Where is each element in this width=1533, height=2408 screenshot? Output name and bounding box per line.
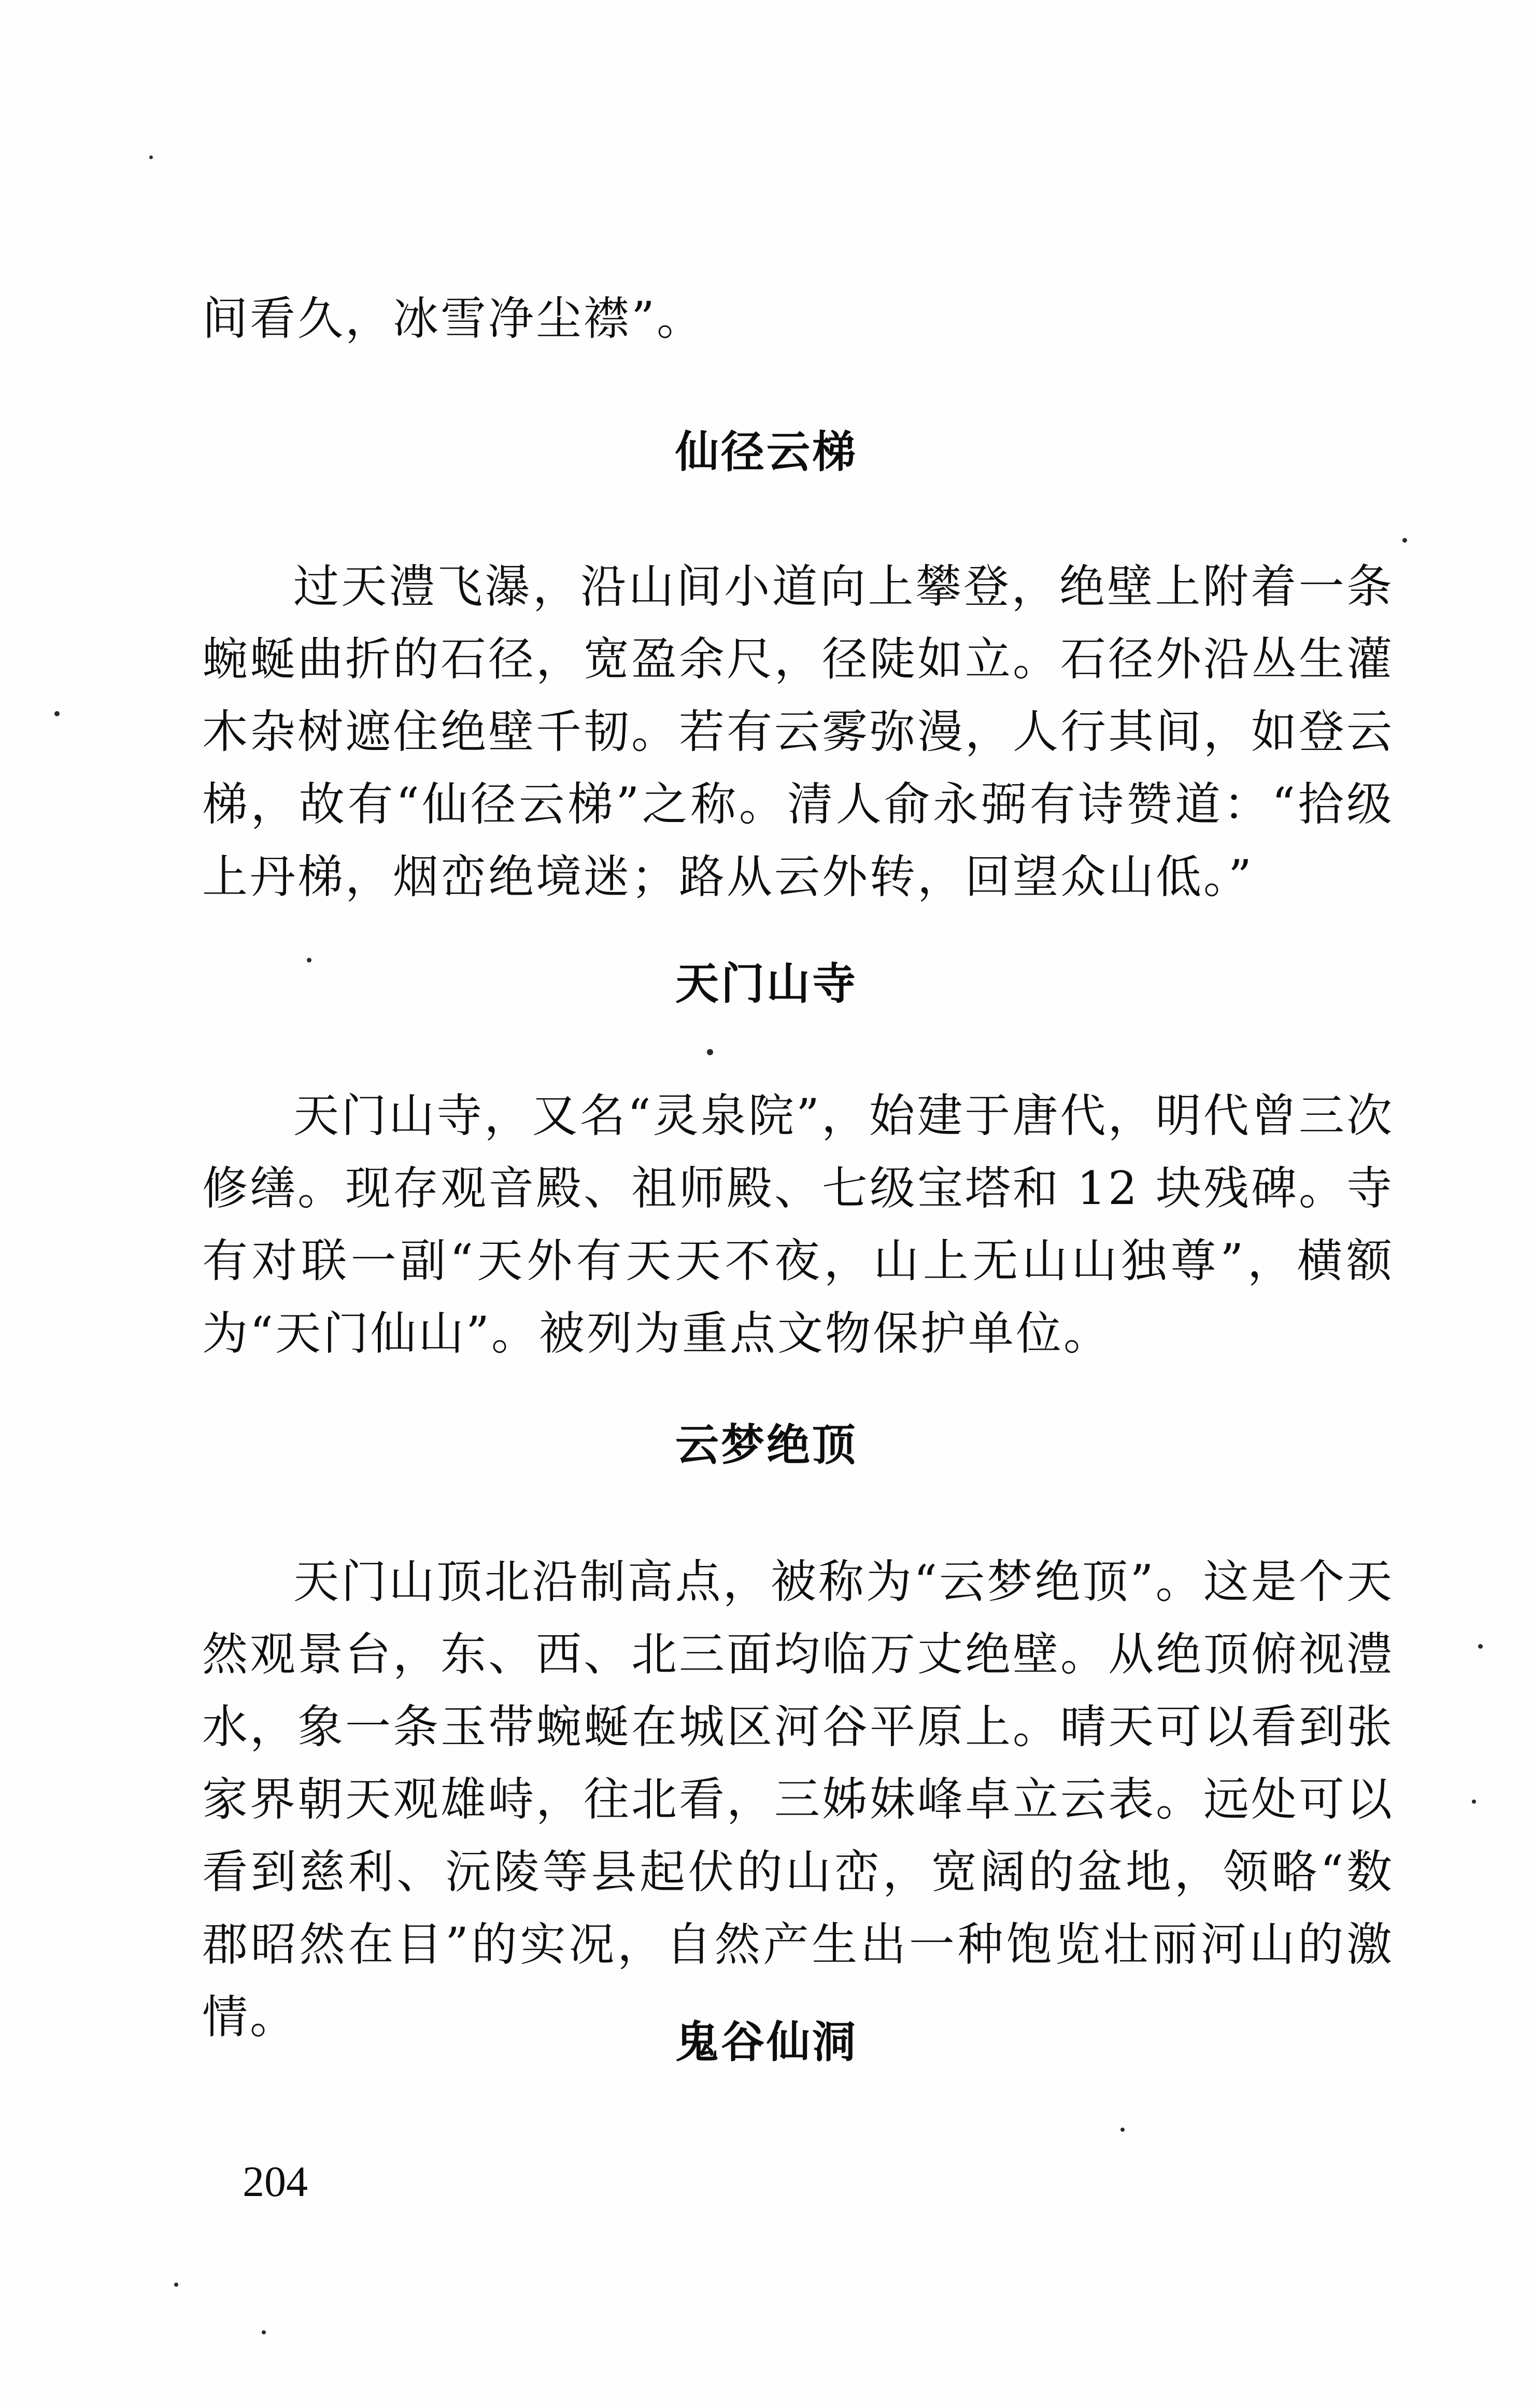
scan-speck xyxy=(174,2283,178,2287)
section-body-tianmen-shansi: 天门山寺，又名“灵泉院”，始建于唐代，明代曾三次修缮。现存观音殿、祖师殿、七级宝塔和 12 块残碑。寺有对联一副“天外有天天不夜，山上无山山独尊”，横额为“天门仙山”。被列为重点文物保护单位。 xyxy=(202,1089,1394,1360)
scan-speck xyxy=(149,155,153,159)
section-title-xianjing-yunti: 仙径云梯 xyxy=(675,427,858,477)
section-body-xianjing-yunti: 过天澧飞瀑，沿山间小道向上攀登，绝壁上附着一条蜿蜒曲折的石径，宽盈余尺，径陡如立。石径外沿丛生灌木杂树遮住绝壁千韧。若有云雾弥漫，人行其间，如登云梯，故有“仙径云梯”之称。清人俞永弼有诗赞道：“拾级上丹梯，烟峦绝境迷；路从云外转，回望众山低。” xyxy=(202,560,1395,903)
scan-speck xyxy=(1478,1644,1483,1649)
scan-speck xyxy=(1402,538,1407,543)
section-title-guigu-xiandong: 鬼谷仙洞 xyxy=(675,2017,858,2067)
section-title-yunmeng-jueding: 云梦绝顶 xyxy=(675,1420,858,1470)
continuation-paragraph: 间看久，冰雪净尘襟”。 xyxy=(202,292,704,345)
scan-speck xyxy=(54,711,60,716)
section-body-yunmeng-jueding: 天门山顶北沿制高点，被称为“云梦绝顶”。这是个天然观景台，东、西、北三面均临万丈绝壁。从绝顶俯视澧水，象一条玉带蜿蜒在城区河谷平原上。晴天可以看到张家界朝天观雄峙，往北看，三姊妹峰卓立云表。远处可以看到慈利、沅陵等县起伏的山峦，宽阔的盆地，领略“数郡昭然在目”的实况，自然产生出一种饱览壮丽河山的激情。 xyxy=(202,1555,1395,2044)
section-title-tianmen-shansi: 天门山寺 xyxy=(675,958,858,1009)
page-number: 204 xyxy=(243,2158,308,2206)
scan-speck xyxy=(1120,2128,1125,2132)
scan-speck xyxy=(707,1049,713,1055)
scan-speck xyxy=(1472,1800,1476,1804)
scan-speck xyxy=(262,2330,266,2334)
scan-speck xyxy=(307,958,311,962)
